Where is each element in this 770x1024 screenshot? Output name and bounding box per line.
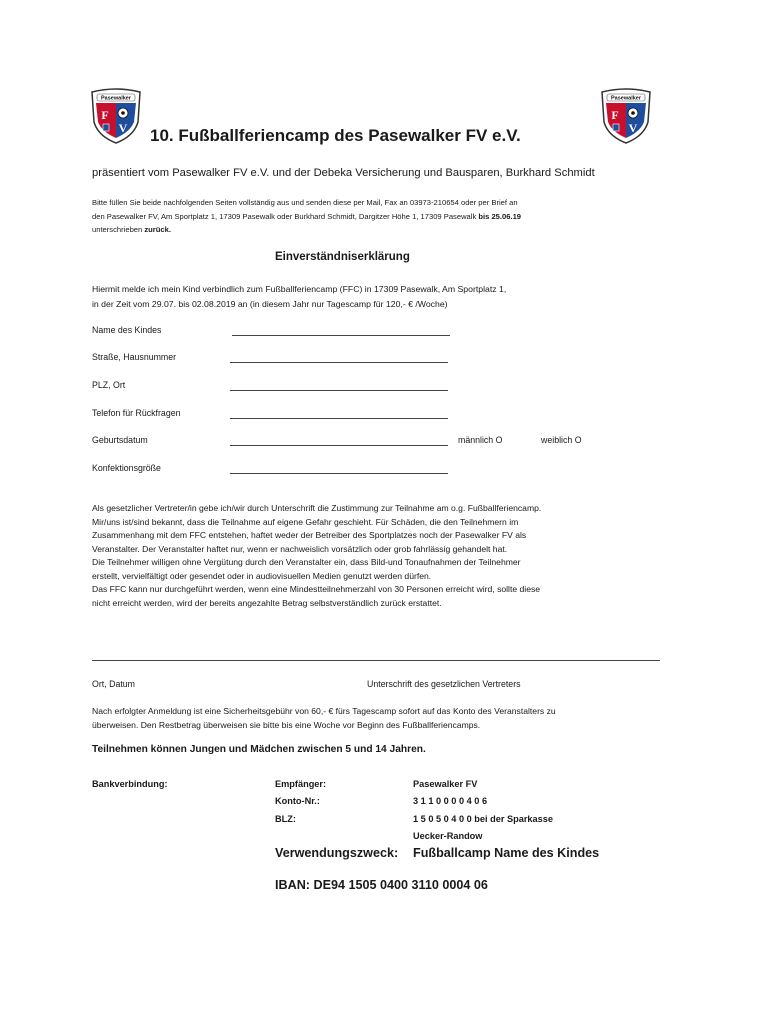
consent-heading: Einverständniserklärung [275, 251, 410, 263]
logo-letter-v: V [118, 121, 128, 135]
consent-line: Veranstalter. Der Veranstalter haftet nur, wenn er nachweislich vorsätzlich oder grob fahrlässig gehandelt hat. [92, 543, 508, 554]
fee-line-1: Nach erfolgter Anmeldung ist eine Sicherheitsgebühr von 60,- € fürs Tagescamp sofort auf das Konto des Veranstalters zu [92, 706, 556, 716]
street-field[interactable] [230, 361, 448, 363]
place-date-label: Ort, Datum [92, 679, 136, 689]
logo-letter-v: V [628, 121, 638, 135]
consent-line: Mir/uns ist/sind bekannt, dass die Teilnahme auf eigene Gefahr geschieht. Für Schäden, die den Teilnehmern im [92, 516, 519, 527]
consent-line: Als gesetzlicher Vertreter/in gebe ich/wir durch Unterschrift die Zustimmung zur Teilnahme am o.g. Fußballferiencamp. [92, 503, 542, 513]
fee-notice [92, 705, 556, 732]
intro-instructions [92, 196, 692, 237]
birthdate-field[interactable] [230, 444, 448, 446]
registration-statement [92, 282, 506, 312]
consent-line: Zusammenhang mit dem FFC entstehen, haftet weder der Betreiber des Sportplatzes noch der Pasewalker FV als [92, 530, 527, 540]
intro-line-3 [92, 223, 692, 237]
consent-text [92, 502, 702, 610]
account-number-value: 3 1 1 0 0 0 0 4 0 6 [413, 796, 488, 807]
registration-line-1: Hiermit melde ich mein Kind verbindlich zum Fußballferiencamp (FFC) in 17309 Pasewalk, Am Sportplatz 1, [92, 284, 507, 294]
intro-line-3-text: unterschrieben [92, 225, 145, 235]
bank-code-value: 1 5 0 5 0 4 0 0 bei der Sparkasse [413, 813, 553, 824]
clothing-size-field[interactable] [230, 472, 448, 474]
recipient-value: Pasewalker FV [413, 779, 478, 789]
consent-line: nicht erreicht werden, wird der bereits angezahlte Betrag selbstverständlich zurück erstattet. [92, 597, 442, 608]
intro-line-1: Bitte füllen Sie beide nachfolgenden Seiten vollständig aus und senden diese per Mail, Fax an 03973-210654 oder per Brief an [92, 198, 518, 207]
logo-text: Pasewalker [611, 95, 641, 102]
page-title: 10. Fußballferiencamp des Pasewalker FV e.V. [150, 126, 521, 145]
logo-letter-f: F [611, 108, 619, 122]
child-name-label: Name des Kindes [92, 325, 162, 335]
city-label: PLZ, Ort [92, 380, 126, 390]
intro-return: zurück. [144, 225, 171, 235]
deadline: bis 25.06.19 [478, 211, 522, 221]
account-number-label: Konto-Nr.: [275, 796, 320, 807]
club-logo-right [600, 88, 652, 144]
bank-details-label: Bankverbindung: [92, 779, 168, 789]
consent-line: Die Teilnehmer willigen ohne Vergütung durch den Veranstalter ein, dass Bild-und Tonaufnahmen der Teilnehmer [92, 557, 521, 567]
recipient-label: Empfänger: [275, 779, 327, 789]
iban: IBAN: DE94 1505 0400 3110 0004 06 [275, 878, 488, 892]
gender-female-option[interactable]: weiblich O [541, 435, 582, 445]
child-name-field[interactable] [232, 334, 450, 336]
gender-male-option[interactable]: männlich O [458, 435, 503, 445]
fee-line-2: überweisen. Den Restbetrag überweisen sie bitte bis eine Woche vor Beginn des Fußballferiencamps. [92, 719, 481, 730]
intro-line-2-text: den Pasewalker FV, Am Sportplatz 1, 17309 Pasewalk oder Burkhard Schmidt, Dargitzer Höhe 1, 17309 Pasewalk [92, 211, 479, 221]
logo-text: Pasewalker [101, 95, 131, 102]
registration-line-2: in der Zeit vom 29.07. bis 02.08.2019 an (in diesem Jahr nur Tagescamp für 120,- € /Woche) [92, 299, 448, 309]
phone-field[interactable] [230, 417, 448, 419]
presented-by: präsentiert vom Pasewalker FV e.V. und der Debeka Versicherung und Bausparen, Burkhard Schmidt [92, 167, 595, 179]
guardian-signature-label: Unterschrift des gesetzlichen Vertreters [367, 679, 521, 689]
signature-line[interactable] [92, 660, 660, 661]
consent-line: Das FFC kann nur durchgeführt werden, wenn eine Mindestteilnehmerzahl von 30 Personen erreicht wird, sollte diese [92, 584, 541, 594]
bank-values [413, 776, 553, 845]
club-logo-left [90, 88, 142, 144]
birthdate-label: Geburtsdatum [92, 435, 148, 445]
payment-purpose-value: Fußballcamp Name des Kindes [413, 846, 600, 860]
city-field[interactable] [230, 389, 448, 391]
payment-purpose-label: Verwendungszweck: [275, 846, 399, 860]
consent-line: erstellt, vervielfältigt oder gesendet oder in audiovisuellen Medien genutzt werden dürfen. [92, 570, 432, 581]
phone-label: Telefon für Rückfragen [92, 408, 181, 418]
street-label: Straße, Hausnummer [92, 352, 177, 362]
bank-name-value: Uecker-Randow [413, 830, 483, 841]
logo-letter-f: F [101, 108, 109, 122]
participants-note: Teilnehmen können Jungen und Mädchen zwischen 5 und 14 Jahren. [92, 744, 426, 755]
bank-code-label: BLZ: [275, 813, 296, 824]
clothing-size-label: Konfektionsgröße [92, 463, 161, 473]
intro-line-2 [92, 210, 692, 224]
bank-keys [275, 776, 326, 828]
